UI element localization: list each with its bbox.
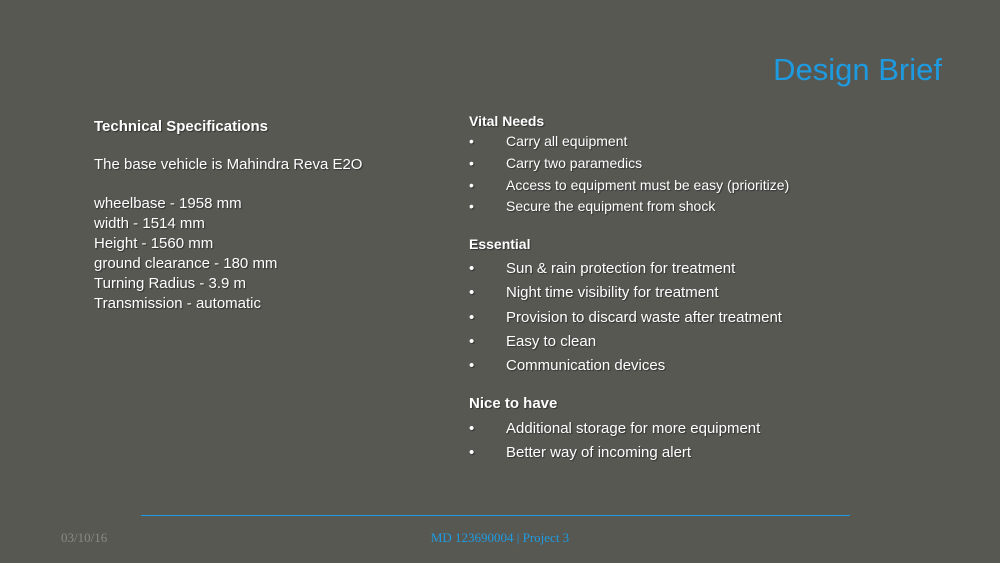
- list-item: [469, 354, 889, 378]
- list-item-text: Additional storage for more equipment: [506, 420, 761, 438]
- bullet-icon: •: [469, 260, 475, 278]
- spec-transmission: Transmission - automatic: [94, 295, 261, 312]
- list-item-text: Carry all equipment: [506, 133, 628, 149]
- list-item: [469, 441, 889, 465]
- list-item-text: Sun & rain protection for treatment: [506, 260, 736, 278]
- spec-width: width - 1514 mm: [94, 215, 205, 232]
- list-item-text: Provision to discard waste after treatment: [506, 308, 782, 326]
- list-item-text: Carry two paramedics: [506, 154, 643, 171]
- nice-to-have-title: Nice to have: [469, 395, 558, 413]
- requirements-column: [469, 111, 889, 465]
- technical-specifications-heading: Technical Specifications: [94, 118, 268, 135]
- list-item-text: Access to equipment must be easy (prioritize): [506, 176, 790, 193]
- list-item: [469, 131, 889, 153]
- list-item-text: Easy to clean: [506, 332, 597, 350]
- technical-specifications: [94, 117, 454, 314]
- footer-date: 03/10/16: [61, 530, 108, 545]
- bullet-icon: •: [469, 332, 475, 350]
- base-vehicle-text: The base vehicle is Mahindra Reva E2O: [94, 156, 363, 173]
- list-item: [469, 175, 889, 197]
- vital-needs-title: Vital Needs: [469, 113, 545, 129]
- list-item: [469, 196, 889, 218]
- nice-to-have-section: [469, 394, 889, 465]
- list-item-text: Communication devices: [506, 357, 666, 374]
- footer-divider: [141, 515, 850, 516]
- spec-turning-radius: Turning Radius - 3.9 m: [94, 275, 247, 292]
- vital-needs-list: [469, 131, 889, 218]
- bullet-icon: •: [469, 176, 474, 193]
- bullet-icon: •: [469, 308, 475, 326]
- bullet-icon: •: [469, 444, 475, 462]
- list-item-text: Better way of incoming alert: [506, 444, 692, 462]
- spec-wheelbase: wheelbase - 1958 mm: [94, 195, 242, 212]
- slide-title: Design Brief: [773, 52, 942, 87]
- list-item: [469, 330, 889, 354]
- bullet-icon: •: [469, 284, 475, 302]
- vital-needs-section: [469, 111, 889, 218]
- essential-section: [469, 234, 889, 378]
- list-item: [469, 306, 889, 330]
- essential-title: Essential: [469, 236, 531, 253]
- bullet-icon: •: [469, 420, 475, 438]
- bullet-icon: •: [469, 154, 474, 171]
- spec-ground-clearance: ground clearance - 180 mm: [94, 255, 278, 272]
- list-item: [469, 153, 889, 175]
- spec-height: Height - 1560 mm: [94, 235, 214, 252]
- bullet-icon: •: [469, 133, 474, 149]
- bullet-icon: •: [469, 198, 474, 215]
- bullet-icon: •: [469, 357, 475, 374]
- list-item: [469, 281, 889, 305]
- list-item-text: Night time visibility for treatment: [506, 284, 719, 302]
- list-item-text: Secure the equipment from shock: [506, 198, 716, 215]
- essential-list: [469, 257, 889, 378]
- footer-project-label: MD 123690004 | Project 3: [430, 530, 570, 545]
- nice-to-have-list: [469, 417, 889, 465]
- list-item: [469, 417, 889, 441]
- list-item: [469, 257, 889, 281]
